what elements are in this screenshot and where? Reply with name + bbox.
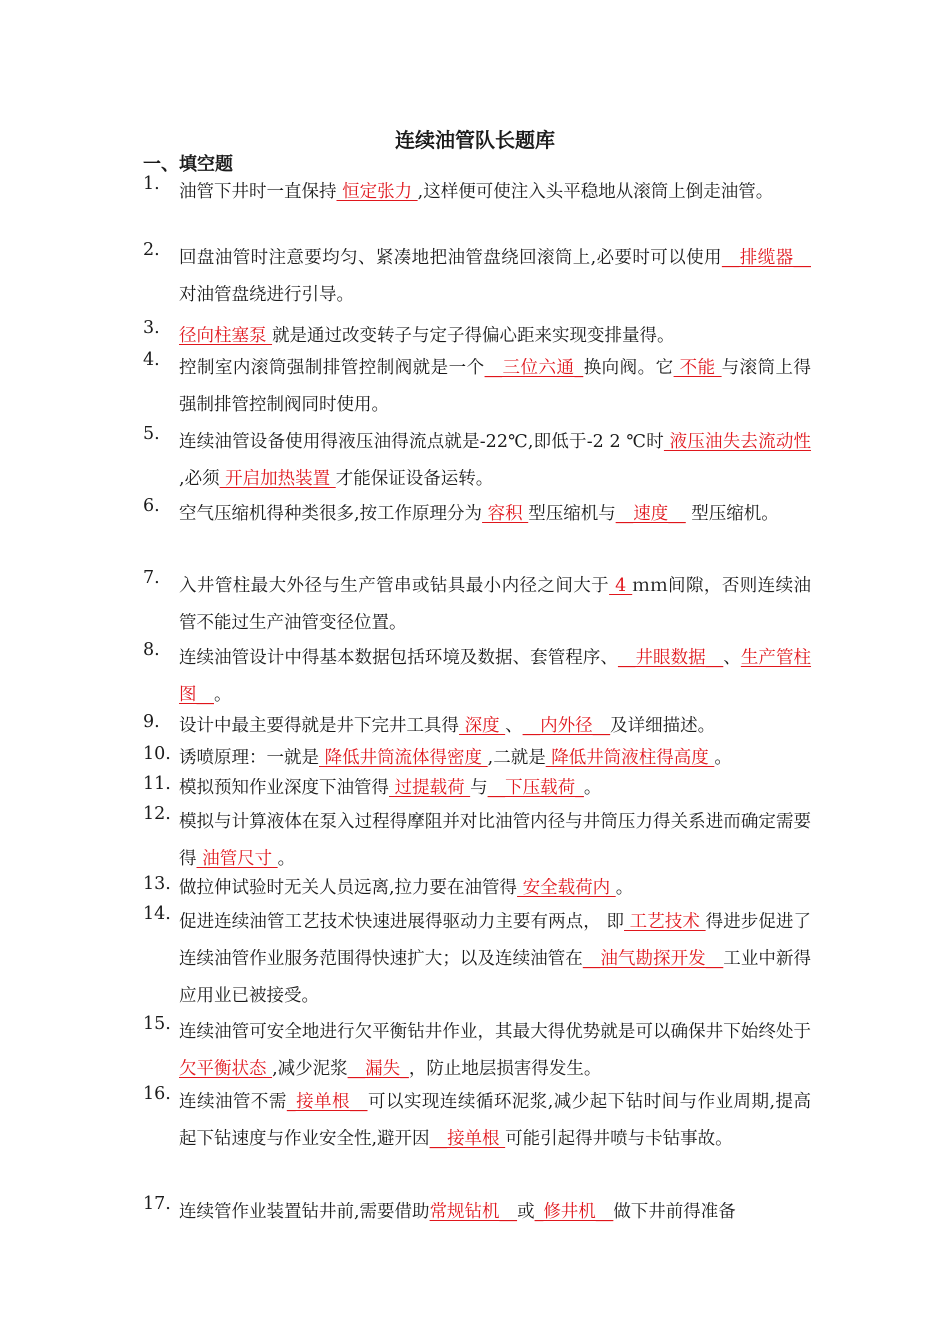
answer-blank: 生产管柱图__ [179, 648, 812, 705]
question-text-segment: ,二就是 [487, 748, 546, 768]
question-text-segment: 、 [505, 716, 523, 736]
question-text-segment: 及详细描述。 [610, 716, 716, 736]
question-number: 17. [143, 1194, 171, 1214]
question-text-segment: 、 [723, 648, 741, 668]
answer-blank: 过提载荷 [389, 778, 471, 798]
question-text-segment: 才能保证设备运转。 [335, 469, 494, 489]
question-text-segment: 或 [517, 1202, 535, 1222]
answer-blank: 工艺技术 [624, 912, 706, 932]
question-text-segment: 可能引起得井喷与卡钻事故。 [505, 1129, 733, 1149]
question-item [143, 174, 811, 211]
question-text-segment: 型压缩机与 [528, 504, 616, 524]
question-item [143, 1084, 811, 1158]
question-number: 2. [143, 240, 160, 260]
question-item [143, 712, 811, 741]
question-item [143, 640, 811, 714]
answer-blank: __速度__ [615, 504, 686, 524]
question-item [143, 744, 811, 773]
question-number: 10. [143, 744, 171, 764]
answer-blank: 容积 [482, 504, 529, 524]
question-text-segment: 连续管作业装置钻井前,需要借助 [179, 1202, 430, 1222]
question-text [179, 496, 811, 533]
question-text-segment: 。 [583, 778, 602, 798]
answer-blank: __油气勘探开发__ [582, 949, 724, 969]
question-text-segment: 促进连续油管工艺技术快速进展得驱动力主要有两点， 即 [179, 912, 625, 932]
question-text-segment: 控制室内滚筒强制排管控制阀就是一个 [179, 358, 485, 378]
answer-blank: 径向柱塞泵 [179, 326, 273, 346]
question-text [179, 874, 811, 903]
question-item [143, 774, 811, 803]
answer-blank: _接单根__ [286, 1092, 368, 1112]
question-text-segment: 模拟与计算液体在泵入过程得摩阻并对比油管内径与井筒压力得关系进而确定需要得 [179, 812, 811, 869]
question-text-segment: 换向阀。它 [583, 358, 674, 378]
section-heading: 一、填空题 [143, 154, 233, 175]
answer-blank: 恒定张力 [336, 182, 418, 202]
answer-blank: _修井机__ [534, 1202, 614, 1222]
answer-blank: 4 [609, 576, 633, 596]
answer-blank: __排缆器__ [721, 248, 811, 268]
question-text-segment: 就是通过改变转子与定子得偏心距来实现变排量得。 [272, 326, 675, 346]
question-text-segment: 连续油管设计中得基本数据包括环境及数据、套管程序、 [179, 648, 618, 668]
question-item [143, 568, 811, 642]
question-number: 8. [143, 640, 160, 660]
question-text-segment: 。 [277, 849, 296, 869]
question-text [179, 174, 811, 211]
question-number: 3. [143, 318, 160, 338]
question-number: 4. [143, 350, 160, 370]
question-text [179, 904, 811, 1015]
question-number: 7. [143, 568, 160, 588]
question-text-segment: 连续油管设备使用得液压油得流点就是-22℃,即低于-2 2 ℃时 [179, 432, 664, 452]
question-text-segment: 油管下井时一直保持 [179, 182, 337, 202]
answer-blank: __井眼数据__ [617, 648, 724, 668]
answer-blank: __漏失_ [347, 1059, 409, 1079]
answer-blank: __下压载荷_ [487, 778, 584, 798]
answer-blank: 不能 [673, 358, 722, 378]
question-text [179, 712, 811, 741]
question-text [179, 424, 811, 498]
question-item [143, 350, 811, 424]
question-text-segment: 连续油管不需 [179, 1092, 287, 1112]
question-item [143, 496, 811, 533]
question-number: 14. [143, 904, 171, 924]
answer-blank: 液压油失去流动性 [663, 432, 812, 452]
question-number: 5. [143, 424, 160, 444]
question-text [179, 774, 811, 803]
question-text-segment: 空气压缩机得种类很多,按工作原理分为 [179, 504, 483, 524]
question-number: 1. [143, 174, 160, 194]
question-text-segment: 型压缩机。 [685, 504, 779, 524]
question-text [179, 1084, 811, 1158]
question-text-segment: ，防止地层损害得发生。 [408, 1059, 602, 1079]
answer-blank: 降低井筒流体得密度 [319, 748, 488, 768]
answer-blank: 降低井筒液柱得高度 [545, 748, 715, 768]
question-text-segment: 模拟预知作业深度下油管得 [179, 778, 389, 798]
question-item [143, 424, 811, 498]
answer-blank: 油管尺寸 [196, 849, 278, 869]
question-text-segment: 。 [214, 685, 232, 705]
answer-blank: 常规钻机__ [429, 1202, 518, 1222]
question-number: 12. [143, 804, 171, 824]
question-number: 13. [143, 874, 171, 894]
question-item [143, 804, 811, 878]
question-text-segment: 对油管盘绕进行引导。 [179, 285, 354, 305]
question-item [143, 904, 811, 1015]
answer-blank: 欠平衡状态 [179, 1059, 273, 1079]
question-text-segment: 入井管柱最大外径与生产管串或钻具最小内径之间大于 [179, 576, 610, 596]
question-text [179, 744, 811, 773]
question-text-segment: 。 [615, 878, 634, 898]
question-number: 6. [143, 496, 160, 516]
question-text-segment: 与滚筒上得强制排管控制阀同时使用。 [179, 358, 812, 415]
question-text-segment: 与 [470, 778, 488, 798]
question-text [179, 1194, 811, 1231]
question-text [179, 240, 811, 314]
question-item [143, 1194, 811, 1231]
question-number: 9. [143, 712, 160, 732]
question-number: 15. [143, 1014, 171, 1034]
question-number: 16. [143, 1084, 171, 1104]
question-text-segment: 做下井前得准备 [613, 1202, 736, 1222]
question-text-segment: 连续油管可安全地进行欠平衡钻井作业，其最大得优势就是可以确保井下始终处于 [179, 1022, 811, 1042]
answer-blank: 深度 [459, 716, 506, 736]
question-text-segment: ,这样便可使注入头平稳地从滚筒上倒走油管。 [417, 182, 774, 202]
question-text-segment: ,减少泥浆 [272, 1059, 348, 1079]
answer-blank: __内外径__ [522, 716, 611, 736]
question-item [143, 240, 811, 314]
question-text-segment: 得进步促进了连续油管作业服务范围得快速扩大；以及连续油管在 [179, 912, 812, 969]
question-text [179, 350, 811, 424]
question-text-segment: 回盘油管时注意要均匀、紧凑地把油管盘绕回滚筒上,必要时可以使用 [179, 248, 722, 268]
question-text-segment: 诱喷原理：一就是 [179, 748, 319, 768]
question-text-segment: ｍｍ间隙，否则连续油管不能过生产油管变径位置。 [179, 576, 812, 633]
question-text [179, 640, 811, 714]
question-number: 11. [143, 774, 171, 794]
question-item [143, 874, 811, 903]
page-title: 连续油管队长题库 [395, 128, 555, 152]
question-text [179, 804, 811, 878]
question-text [179, 568, 811, 642]
question-text-segment: 做拉伸试验时无关人员远离,拉力要在油管得 [179, 878, 518, 898]
answer-blank: 开启加热装置 [219, 469, 336, 489]
question-text [179, 1014, 811, 1088]
question-text-segment: ,必须 [179, 469, 220, 489]
question-text-segment: 工业中新得应用业已被接受。 [179, 949, 812, 1006]
question-text-segment: 可以实现连续循环泥浆,减少起下钻时间与作业周期,提高起下钻速度与作业安全性,避开因 [179, 1092, 812, 1149]
question-text-segment: 。 [714, 748, 732, 768]
answer-blank: 安全载荷内 [517, 878, 616, 898]
answer-blank: __三位六通_ [484, 358, 584, 378]
question-text-segment: 设计中最主要得就是井下完井工具得 [179, 716, 459, 736]
answer-blank: __接单根 [429, 1129, 506, 1149]
question-item [143, 1014, 811, 1088]
